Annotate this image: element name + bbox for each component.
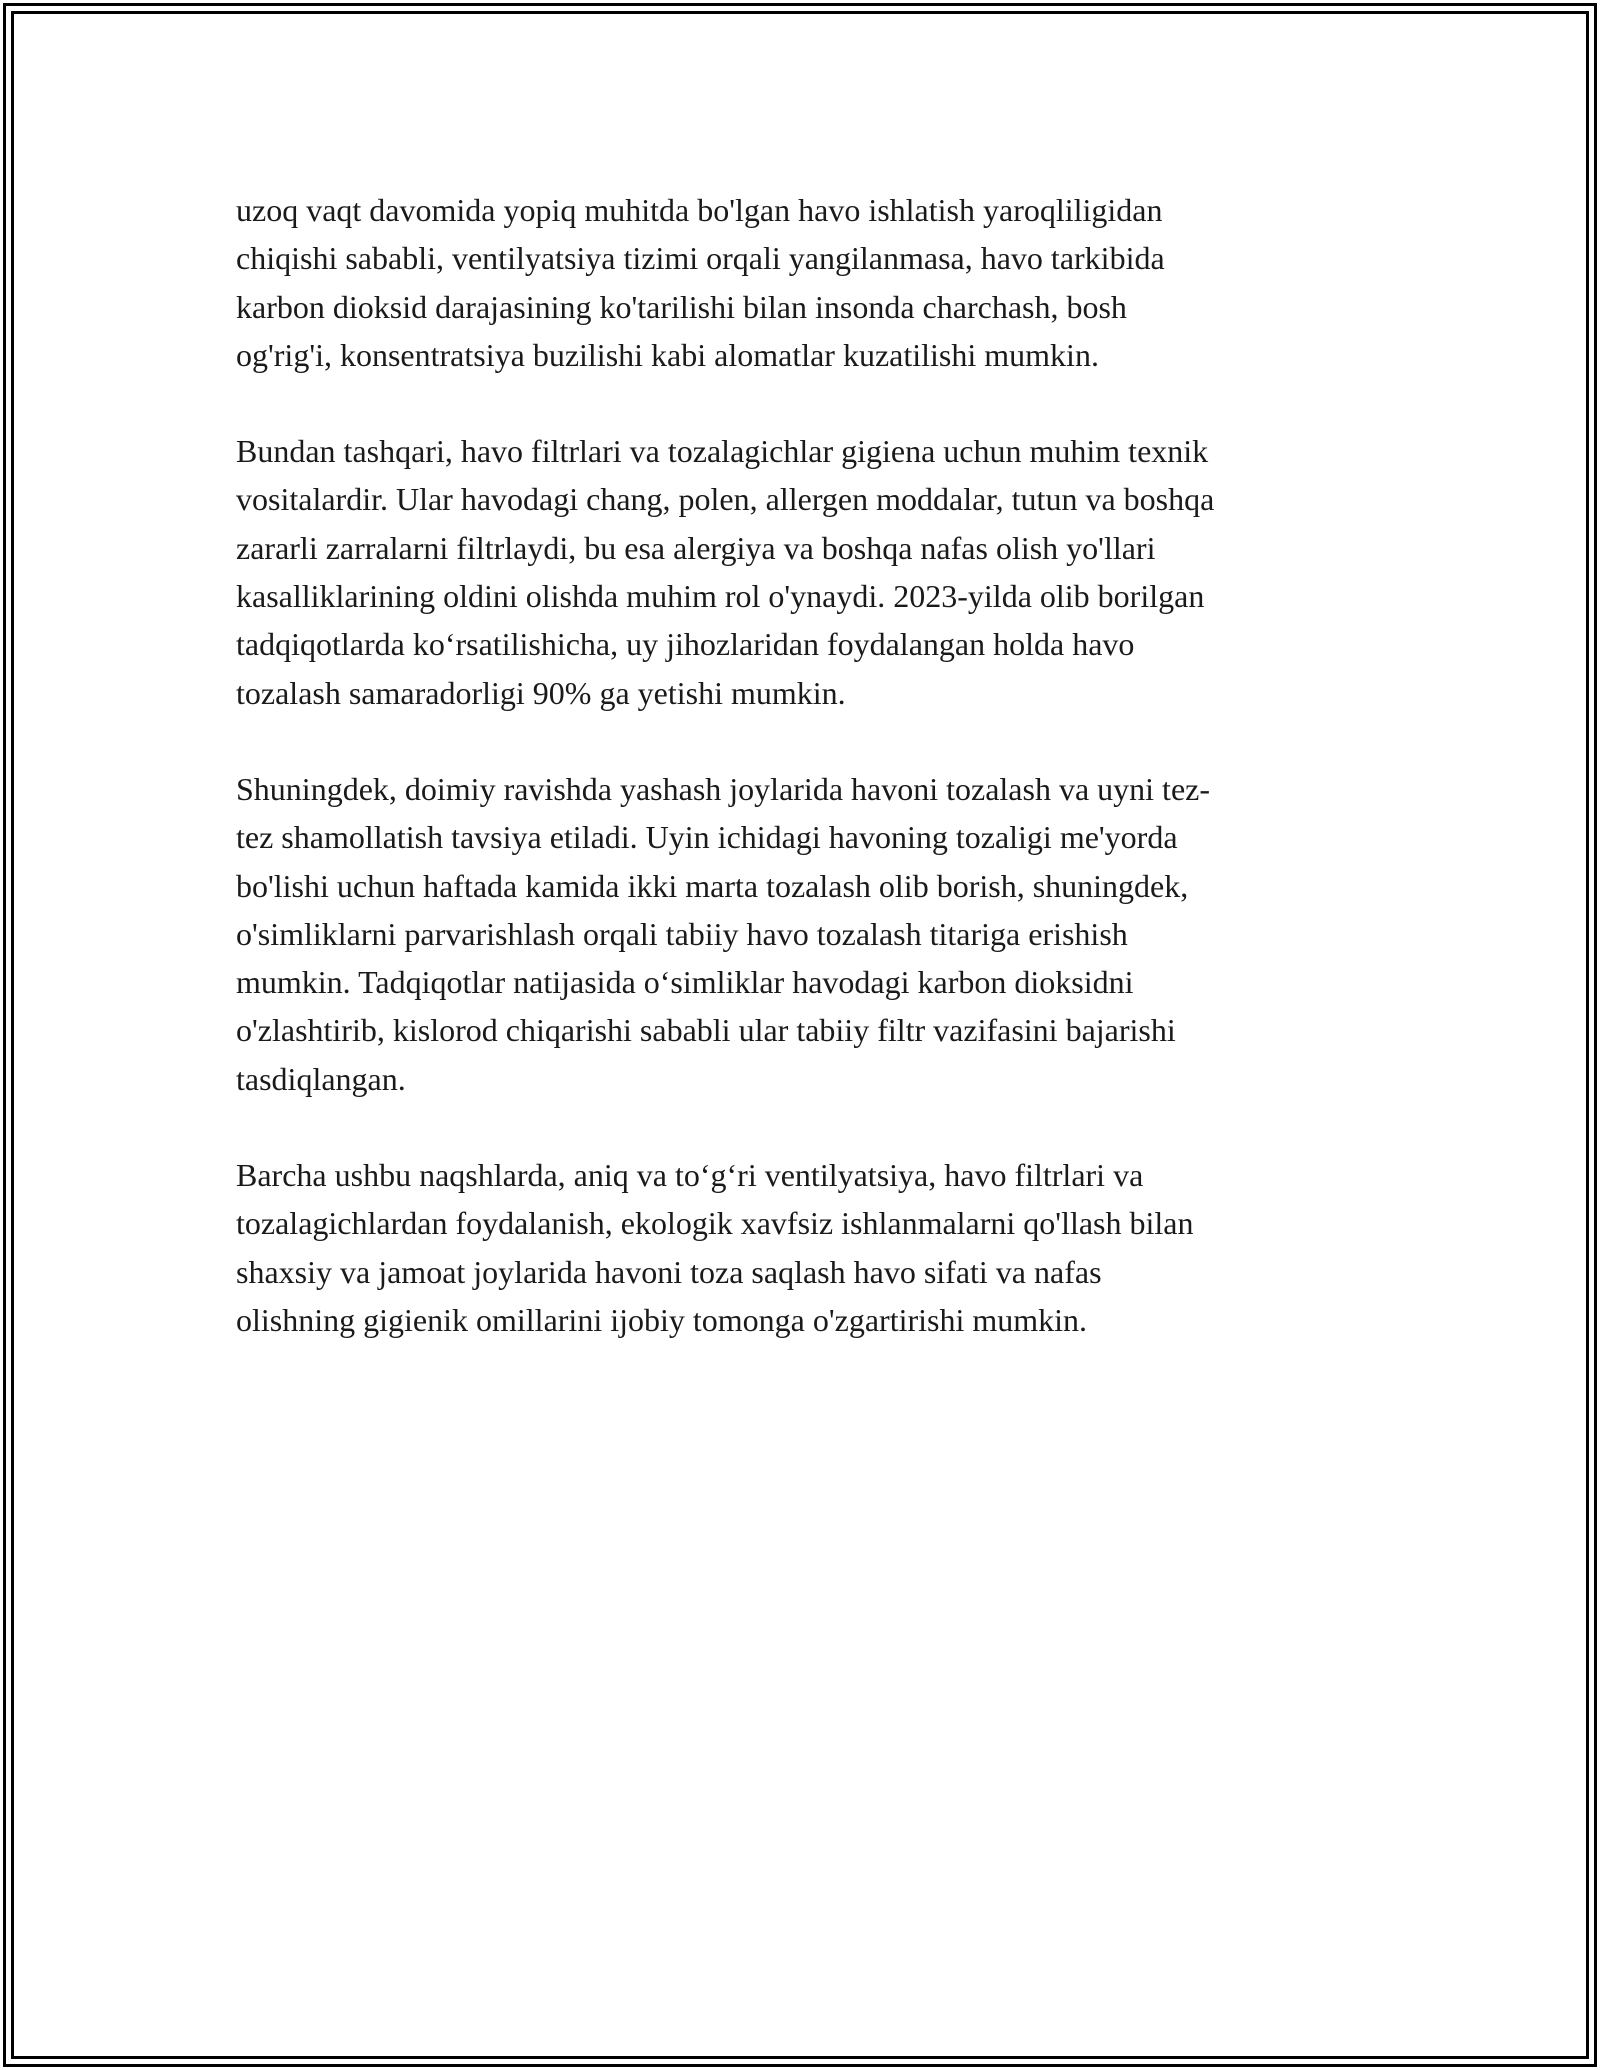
paragraph-conclusion: Barcha ushbu naqshlarda, aniq va to‘g‘ri ventilyatsiya, havo filtrlari va tozalagichlardan foydalanish, ekologik xavfsiz ishlanmalarni qo'llash bilan shaxsiy va jamoat joylarida havoni toza saqlash havo sifati va nafas olishning gigienik omillarini ijobiy tomonga o'zgartirishi mumkin. — [236, 1157, 1194, 1338]
paragraph-cleaning-plants: Shuningdek, doimiy ravishda yashash joylarida havoni tozalash va uyni tez- tez shamollatish tavsiya etiladi. Uyin ichidagi havoning tozaligi me'yorda bo'lishi uchun haftada kamida ikki marta tozalash olib borish, shuningdek, o'simliklarni parvarishlash orqali tabiiy havo tozalash titariga erishish mumkin. Tadqiqotlar natijasida o‘simliklar havodagi karbon dioksidni o'zlashtirib, kislorod chiqarishi sababli ular tabiiy filtr vazifasini bajarishi tasdiqlangan. — [236, 770, 1210, 1097]
paragraph-ventilation-effects: uzoq vaqt davomida yopiq muhitda bo'lgan havo ishlatish yaroqliligidan chiqishi sababli, ventilyatsiya tizimi orqali yangilanmasa, havo tarkibida karbon dioksid darajasining ko'tarilishi bilan insonda charchash, bosh og'rig'i, konsentratsiya buzilishi kabi alomatlar kuzatilishi mumkin. — [236, 192, 1165, 373]
paragraph-air-filters: Bundan tashqari, havo filtrlari va tozalagichlar gigiena uchun muhim texnik vositalardir. Ular havodagi chang, polen, allergen moddalar, tutun va boshqa zararli zarralarni filtrlaydi, bu esa alergiya va boshqa nafas olish yo'llari kasalliklarining oldini olishda muhim rol o'ynaydi. 2023-yilda olib borilgan tadqiqotlarda ko‘rsatilishicha, uy jihozlaridan foydalangan holda havo tozalash samaradorligi 90% ga yetishi mumkin. — [236, 433, 1215, 711]
document-body — [236, 186, 1376, 1392]
